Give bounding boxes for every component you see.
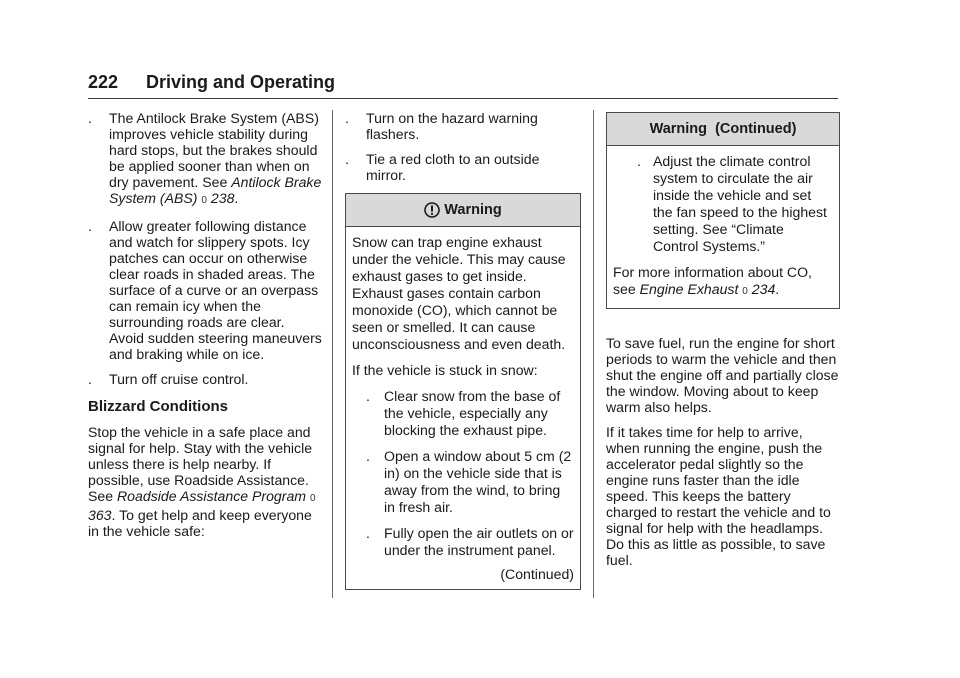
paragraph-text: . To get help and keep everyone in the vehicle safe:: [88, 507, 312, 539]
bullet-text: Turn on the hazard warning flashers.: [366, 110, 538, 142]
bullet-marker: .: [366, 448, 370, 464]
body-paragraph: [88, 424, 322, 539]
warning-icon: [424, 202, 440, 218]
continued-label: (Continued): [500, 566, 574, 582]
warning-body: [607, 146, 839, 308]
bullet-marker: .: [88, 371, 92, 387]
warning-header: [346, 194, 580, 227]
list-item: [88, 218, 322, 362]
bullet-text: Turn off cruise control.: [109, 371, 249, 387]
bullet-marker: .: [88, 110, 92, 126]
page-ref-icon: 0: [309, 493, 316, 504]
page-ref-icon: 0: [742, 286, 748, 297]
page-header: [88, 70, 838, 99]
warning-body: [346, 227, 580, 589]
list-item: [352, 525, 574, 559]
body-paragraph: If it takes time for help to arrive, when running the engine, push the accelerator pedal slightly so the engine runs faster than the idle speed. This keeps the battery charged to restart the vehicle and to signal for help with the headlamps. Do this as little as possible, to save fuel.: [606, 424, 831, 568]
reference-page-number[interactable]: 363: [88, 507, 112, 523]
reference-page-number[interactable]: 234: [751, 281, 776, 297]
reference-page-number[interactable]: 238: [210, 190, 235, 206]
list-item: [88, 371, 322, 387]
warning-box: [345, 193, 581, 590]
column-1: [88, 110, 322, 548]
list-item: [345, 110, 581, 142]
list-item: [352, 388, 574, 439]
warning-text: Snow can trap engine exhaust under the vehicle. This may cause exhaust gases to get inside. Exhaust gases contain carbon monoxide (CO), which cannot be seen or smelled. It can cause unconsciousness and even death.: [352, 234, 566, 352]
column-3: [606, 110, 840, 577]
warning-text: [613, 264, 833, 300]
bullet-text: Adjust the climate control system to circulate the air inside the vehicle and set the fan speed to the highest setting. See “Climate Control Systems.”: [653, 153, 827, 254]
bullet-text: Allow greater following distance and watch for slippery spots. Icy patches can occur on otherwise clear roads in shaded areas. The surface of a curve or an overpass can remain icy when the surrounding roads are clear. Avoid sudden steering maneuvers and braking while on ice.: [109, 218, 322, 362]
list-item: [613, 153, 833, 255]
body-paragraph: To save fuel, run the engine for short periods to warm the vehicle and then shut the engine off and partially close the window. Moving about to keep warm also helps.: [606, 335, 839, 415]
warning-title: Warning (Continued): [649, 121, 797, 137]
list-item: [345, 151, 581, 183]
page-number: 222: [88, 72, 119, 92]
list-item: [352, 448, 574, 516]
paragraph-text: For more information about CO, see: [613, 264, 812, 297]
bullet-marker: .: [637, 153, 641, 169]
column-divider: [332, 110, 333, 598]
bullet-marker: .: [345, 110, 349, 126]
warning-header: [607, 113, 839, 146]
list-item: [88, 110, 322, 209]
bullet-text: Fully open the air outlets on or under the instrument panel.: [384, 525, 574, 558]
punctuation: .: [234, 190, 239, 206]
bullet-text: Clear snow from the base of the vehicle, especially any blocking the exhaust pipe.: [384, 388, 561, 438]
bullet-text: Tie a red cloth to an outside mirror.: [366, 151, 540, 183]
warning-intro: If the vehicle is stuck in snow:: [352, 362, 538, 378]
column-2: [345, 110, 581, 590]
cross-reference-link[interactable]: Engine Exhaust: [639, 281, 739, 297]
column-divider: [593, 110, 594, 598]
page-title: Driving and Operating: [146, 72, 336, 92]
punctuation: .: [775, 281, 780, 297]
bullet-marker: .: [366, 525, 370, 541]
page-ref-icon: 0: [201, 195, 207, 206]
paragraph-text: Stop the vehicle in a safe place and signal for help. Stay with the vehicle unless there is help nearby. If possible, use Roadside Assistance. See: [88, 424, 313, 504]
section-heading: Blizzard Conditions: [88, 398, 228, 415]
bullet-text: Open a window about 5 cm (2 in) on the vehicle side that is away from the wind, to bring in fresh air.: [384, 448, 572, 515]
cross-reference-link[interactable]: Roadside Assistance Program: [117, 488, 307, 504]
bullet-marker: .: [366, 388, 370, 404]
warning-box-continued: [606, 112, 840, 309]
bullet-marker: .: [345, 151, 349, 167]
warning-title: Warning: [444, 202, 502, 218]
bullet-marker: .: [88, 218, 92, 234]
bullet-text: The Antilock Brake System (ABS) improves vehicle stability during hard stops, but the brakes should be applied sooner than when on dry pavement. See: [109, 110, 319, 190]
cross-reference-link[interactable]: Antilock Brake System (ABS): [109, 174, 322, 206]
